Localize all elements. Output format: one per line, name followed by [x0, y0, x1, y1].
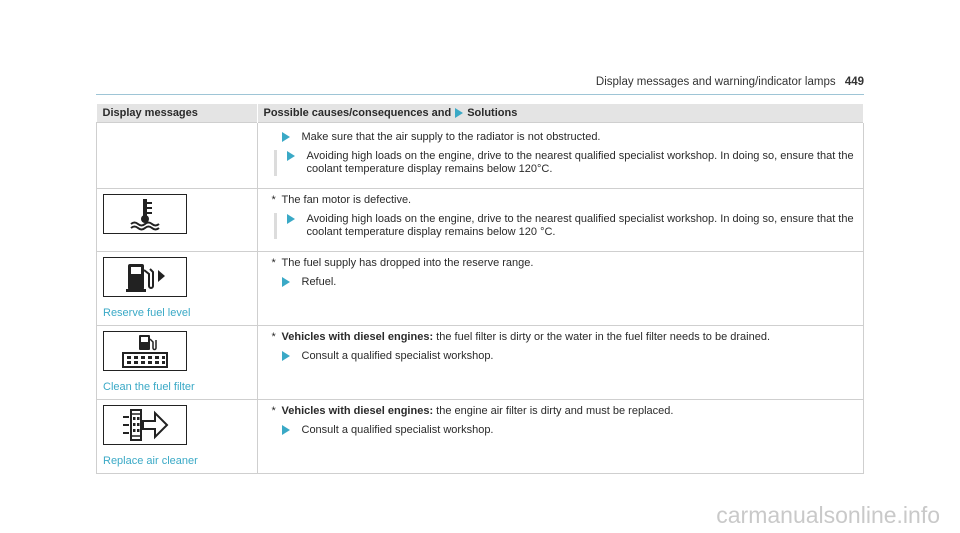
step-text: Refuel.	[301, 276, 337, 288]
solution-arrow-icon	[455, 108, 463, 118]
cause-condition: Vehicles with diesel engines:	[281, 331, 434, 343]
message-label: Clean the fuel filter	[103, 381, 195, 393]
watermark: carmanualsonline.info	[716, 502, 940, 528]
table-row	[97, 189, 864, 252]
solution-step	[274, 424, 856, 437]
solution-step	[274, 276, 856, 289]
message-cell	[97, 400, 258, 474]
air-filter-icon	[103, 405, 187, 445]
solution-step	[274, 213, 856, 239]
cause-text: the engine air filter is dirty and must be replaced.	[433, 405, 674, 417]
header-rule	[96, 94, 864, 95]
message-cell	[97, 189, 258, 252]
fuel-filter-icon	[103, 331, 187, 371]
table-row	[97, 400, 864, 474]
message-cell	[97, 326, 258, 400]
step-text: Avoiding high loads on the engine, drive to the nearest qualified specialist workshop. In doing so, ensure that the coolant temperature display remains below 120°C.	[306, 150, 854, 175]
solution-step	[274, 131, 856, 144]
cause-text: the fuel filter is dirty or the water in the fuel filter needs to be drained.	[433, 331, 771, 343]
cause-text: The fuel supply has dropped into the reserve range.	[281, 257, 534, 269]
table-row	[97, 326, 864, 400]
table-header-row	[97, 104, 864, 123]
step-arrow-icon	[282, 351, 290, 361]
cause-condition: Vehicles with diesel engines:	[281, 405, 434, 417]
step-text: Make sure that the air supply to the radiator is not obstructed.	[301, 131, 601, 143]
solution-cell	[257, 400, 864, 474]
step-text: Consult a qualified specialist workshop.	[301, 424, 494, 436]
page-header	[596, 76, 864, 88]
coolant-temperature-icon	[103, 194, 187, 234]
step-arrow-icon	[287, 214, 295, 224]
display-messages-table	[96, 104, 864, 474]
page-number: 449	[844, 76, 864, 88]
step-arrow-icon	[282, 277, 290, 287]
step-arrow-icon	[282, 132, 290, 142]
section-title: Display messages and warning/indicator lamps	[595, 76, 836, 88]
solution-cell	[257, 189, 864, 252]
cause-text: The fan motor is defective.	[281, 194, 412, 206]
solution-step	[274, 150, 856, 176]
cause: * The fan motor is defective.	[271, 194, 412, 206]
step-arrow-icon	[287, 151, 295, 161]
message-label: Reserve fuel level	[103, 307, 191, 319]
step-text: Consult a qualified specialist workshop.	[301, 350, 494, 362]
col-header-causes-text: Possible causes/consequences and	[263, 107, 452, 119]
step-text: Avoiding high loads on the engine, drive to the nearest qualified specialist workshop. In doing so, ensure that the coolant temperature display remains below 120 °C.	[306, 213, 854, 238]
fuel-pump-reserve-icon	[103, 257, 187, 297]
message-cell	[97, 123, 258, 189]
step-arrow-icon	[282, 425, 290, 435]
col-header-messages: Display messages	[97, 104, 258, 123]
cause: * Vehicles with diesel engines: the fuel filter is dirty or the water in the fuel filter needs to be drained.	[271, 331, 771, 343]
solution-cell	[257, 252, 864, 326]
col-header-solutions-text: Solutions	[467, 107, 518, 119]
message-cell	[97, 252, 258, 326]
table-row	[97, 123, 864, 189]
solution-step	[274, 350, 856, 363]
col-header-causes	[257, 104, 864, 123]
message-label: Replace air cleaner	[103, 455, 198, 467]
solution-cell	[257, 326, 864, 400]
table-row	[97, 252, 864, 326]
cause: * Vehicles with diesel engines: the engine air filter is dirty and must be replaced.	[271, 405, 674, 417]
cause: * The fuel supply has dropped into the reserve range.	[271, 257, 534, 269]
solution-cell	[257, 123, 864, 189]
